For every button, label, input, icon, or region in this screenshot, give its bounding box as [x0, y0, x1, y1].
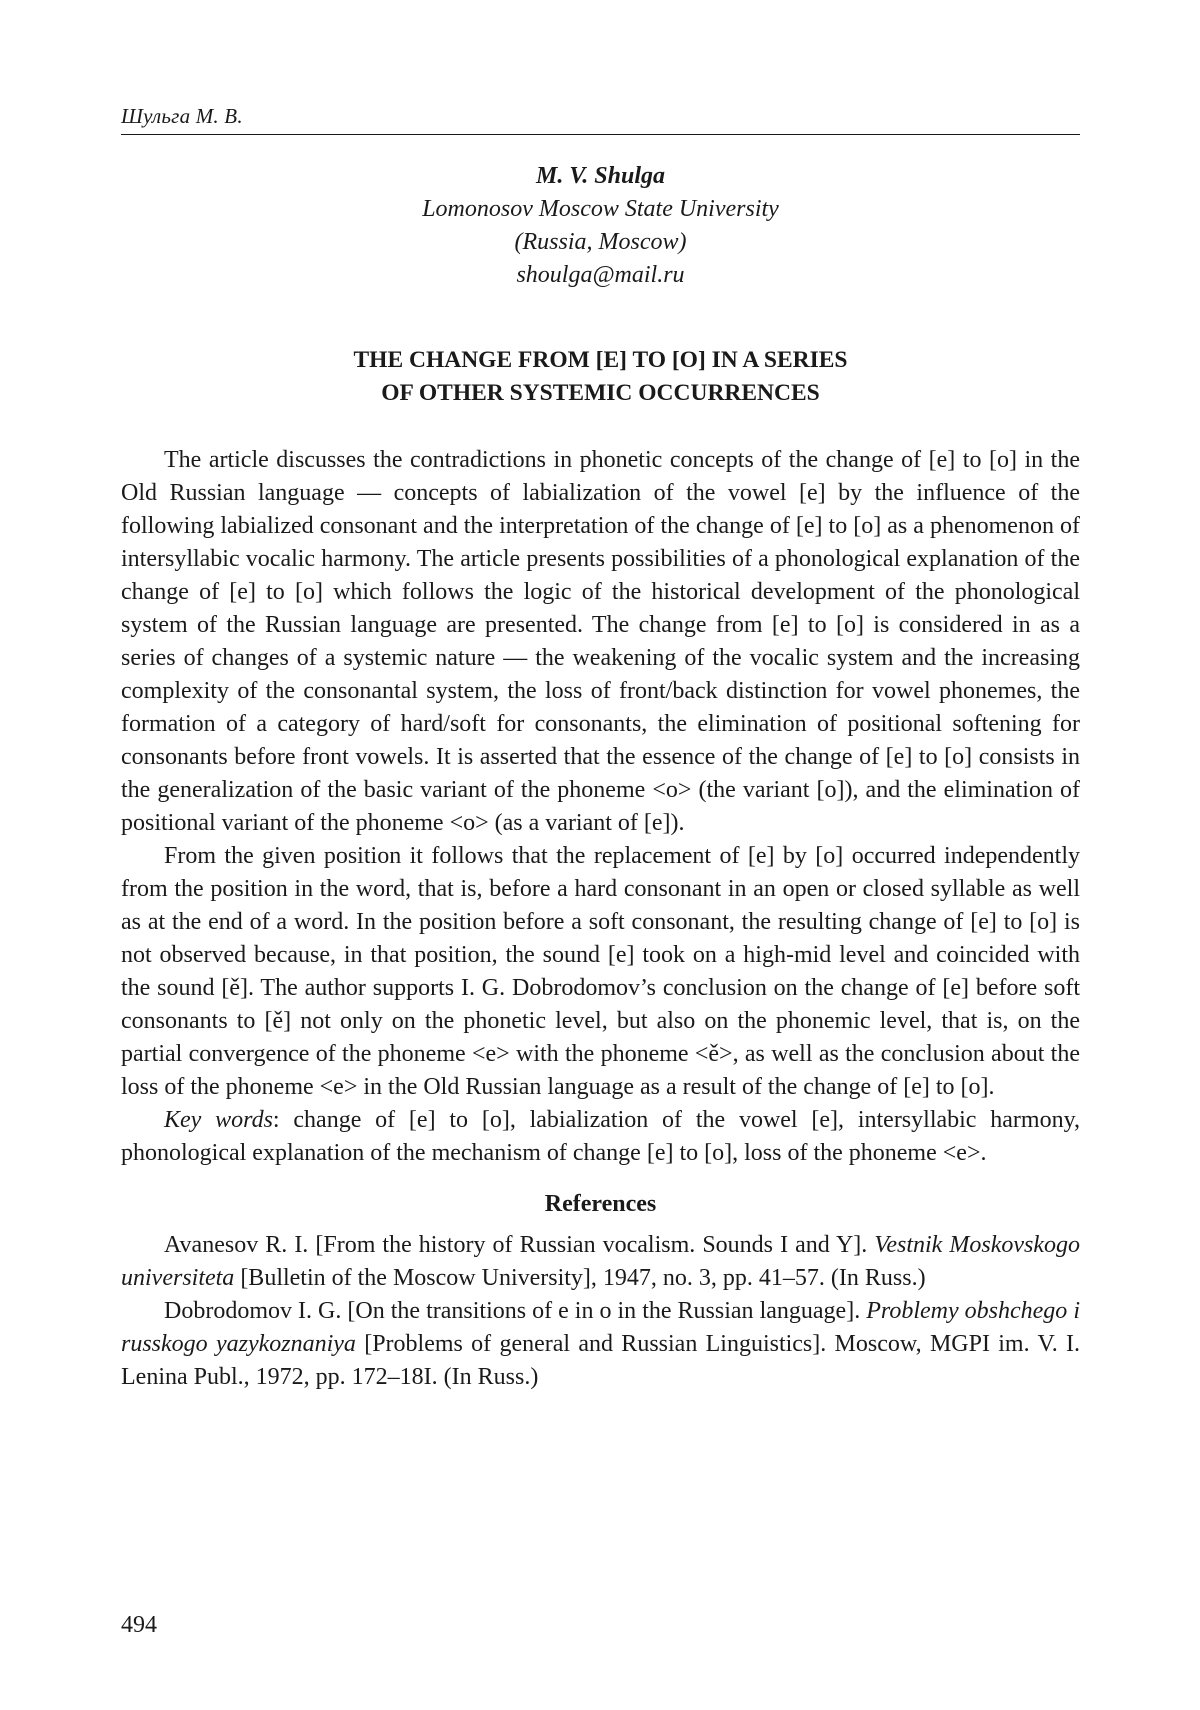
author-block: [121, 160, 1080, 292]
article-title: [121, 344, 1080, 410]
author-name: M. V. Shulga: [536, 163, 665, 189]
references-heading: References: [544, 1191, 657, 1217]
article-body: [121, 444, 1080, 1394]
keywords-paragraph: [121, 1104, 1080, 1170]
reference-text: Dobrodomov I. G. [On the transitions of e in o in the Russian language].: [164, 1298, 867, 1324]
article-title-line-2: OF OTHER SYSTEMIC OCCURRENCES: [381, 380, 820, 406]
author-email: shoulga@mail.ru: [516, 262, 685, 288]
author-affiliation: Lomonosov Moscow State University: [422, 196, 779, 222]
reference-item: [121, 1229, 1080, 1295]
abstract-paragraph-2: From the given position it follows that the replacement of [e] by [o] occurred independently from the position in the word, that is, before a hard consonant in an open or closed syllable as well as at the end of a word. In the position before a soft consonant, the resulting change of [e] to [o] is not observed because, in that position, the sound [e] took on a high-mid level and coincided with the sound [ě]. The author supports I. G. Dobrodomov’s conclusion on the change of [e] before soft consonants to [ě] not only on the phonetic level, but also on the phonemic level, that is, on the partial convergence of the phoneme <e> with the phoneme <ě>, as well as the conclusion about the loss of the phoneme <e> in the Old Russian language as a result of the change of [e] to [o].: [121, 843, 1080, 1100]
running-head: Шульга М. В.: [121, 104, 243, 128]
reference-item: [121, 1295, 1080, 1394]
reference-text: Avanesov R. I. [From the history of Russian vocalism. Sounds I and Y].: [164, 1232, 875, 1258]
reference-journal: Problemy obshchego i russkogo yazykoznaniya: [121, 1298, 1080, 1357]
keywords-text: : change of [e] to [o], labialization of the vowel [e], intersyllabic harmony, phonological explanation of the mechanism of change [e] to [o], loss of the phoneme <e>.: [121, 1107, 1081, 1166]
abstract-paragraph-1: The article discusses the contradictions in phonetic concepts of the change of [e] to [o] in the Old Russian language — concepts of labialization of the vowel [e] by the influence of the following labialized consonant and the interpretation of the change of [e] to [o] as a phenomenon of intersyllabic vocalic harmony. The article presents possibilities of a phonological explanation of the change of [e] to [o] which follows the logic of the historical development of the phonological system of the Russian language are presented. The change from [e] to [o] is considered in as a series of changes of a systemic nature — the weakening of the vocalic system and the increasing complexity of the consonantal system, the loss of front/back distinction for vowel phonemes, the formation of a category of hard/soft for consonants, the elimination of positional softening for consonants before front vowels. It is asserted that the essence of the change of [e] to [o] consists in the generalization of the basic variant of the phoneme <o> (the variant [o]), and the elimination of positional variant of the phoneme <o> (as a variant of [e]).: [121, 447, 1080, 836]
reference-text: [Problems of general and Russian Linguistics]. Moscow, MGPI im. V. I. Lenina Publ., 1972, pp. 172–18I. (In Russ.): [121, 1331, 1080, 1390]
author-location: (Russia, Moscow): [514, 229, 687, 255]
header-rule: [121, 134, 1080, 135]
reference-journal: Vestnik Moskovskogo universiteta: [121, 1232, 1080, 1291]
page-number: 494: [121, 1612, 157, 1638]
article-title-line-1: THE CHANGE FROM [E] TO [O] IN A SERIES: [353, 347, 848, 373]
keywords-label: Key words: [164, 1107, 273, 1133]
reference-text: [Bulletin of the Moscow University], 1947, no. 3, pp. 41–57. (In Russ.): [234, 1265, 926, 1291]
